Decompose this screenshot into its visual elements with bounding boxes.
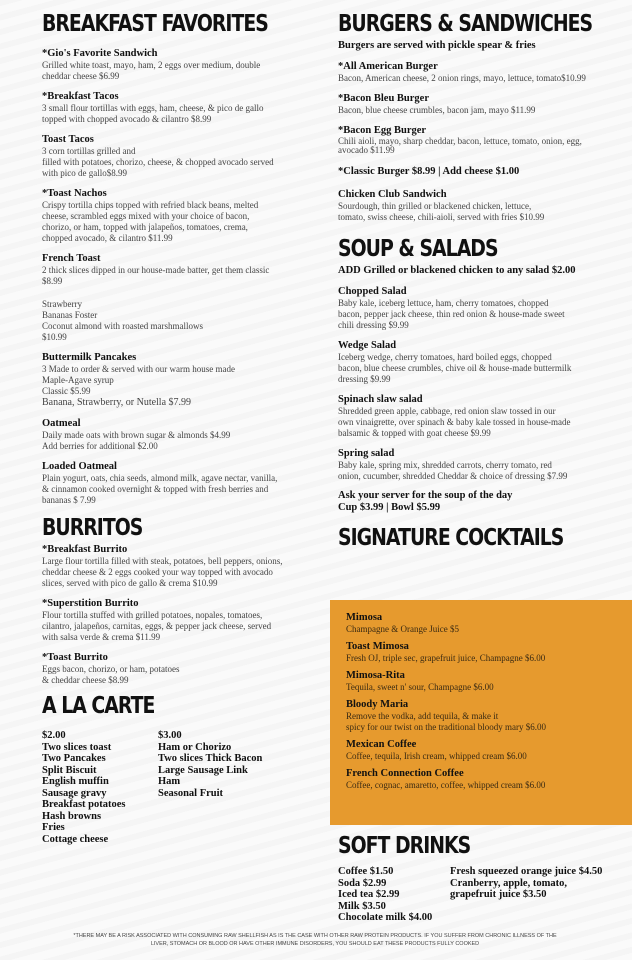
menu-item-pancakes: [42, 352, 312, 409]
list-item: Cottage cheese: [42, 833, 109, 845]
item-desc: tomato, swiss cheese, chili-aioli, served with fries $10.99: [338, 212, 545, 222]
list-item: Large Sausage Link: [158, 764, 248, 776]
list-item: Cranberry, apple, tomato,: [450, 877, 567, 889]
soup-day-line: Ask your server for the soup of the day: [338, 490, 513, 501]
item-desc: balsamic & topped with goat cheese $9.99: [338, 428, 491, 438]
item-desc: Tequila, sweet n' sour, Champagne $6.00: [346, 682, 494, 692]
item-name: Mimosa: [346, 612, 383, 623]
item-name: Oatmeal: [42, 418, 81, 429]
item-desc: Plain yogurt, oats, chia seeds, almond milk, agave nectar, vanilla,: [42, 473, 278, 483]
item-desc: Champagne & Orange Juice $5: [346, 624, 459, 634]
list-item: grapefruit juice $3.50: [450, 889, 547, 900]
menu-item-breakfast-burrito: [42, 544, 312, 589]
menu-item-spring-salad: [338, 448, 623, 482]
item-name: French Connection Coffee: [346, 768, 464, 779]
item-name: *Bacon Egg Burger: [338, 125, 427, 136]
soup-of-day: [338, 490, 623, 514]
burgers-title: BURGERS & SANDWICHES: [338, 11, 593, 37]
item-desc: bacon, pepper jack cheese, thin red onion & house-made sweet: [338, 309, 565, 319]
cocktails-list: [346, 606, 626, 791]
list-item: Ham or Chorizo: [158, 741, 232, 753]
item-desc: chili dressing $9.99: [338, 320, 409, 330]
breakfast-title: BREAKFAST FAVORITES: [42, 11, 268, 37]
list-item: Coffee $1.50: [338, 866, 394, 877]
item-name: *All American Burger: [338, 61, 438, 72]
item-desc: bacon, blue cheese crumbles, chive oil & house-made buttermilk: [338, 363, 572, 373]
cocktail-mimosa: [346, 612, 626, 635]
menu-item-french-toast: [42, 253, 312, 287]
item-desc: filled with potatoes, chorizo, cheese, & chopped avocado served: [42, 157, 274, 167]
item-desc: Shredded green apple, cabbage, red onion slaw tossed in our: [338, 406, 556, 416]
list-item: Split Biscuit: [42, 764, 97, 776]
item-name: *Gio's Favorite Sandwich: [42, 48, 158, 59]
soft-drinks-list: [338, 866, 623, 924]
item-desc: Fresh OJ, triple sec, grapefruit juice, Champagne $6.00: [346, 653, 546, 663]
soft-drinks-section: [338, 832, 623, 924]
item-desc: Sourdough, thin grilled or blackened chicken, lettuce,: [338, 201, 532, 211]
cocktails-title: SIGNATURE COCKTAILS: [338, 525, 564, 551]
item-desc: spicy for our twist on the traditional bloody mary $6.00: [346, 722, 546, 732]
item-desc: Coffee, tequila, Irish cream, whipped cream $6.00: [346, 751, 527, 761]
list-item: Two slices toast: [42, 741, 112, 753]
item-desc: dressing $9.99: [338, 374, 391, 384]
drinks-col-2: [450, 866, 602, 924]
item-name: Loaded Oatmeal: [42, 461, 117, 472]
item-desc: Bacon, blue cheese crumbles, bacon jam, mayo $11.99: [338, 105, 536, 115]
item-name: Toast Tacos: [42, 134, 94, 145]
list-item: English muffin: [42, 776, 109, 787]
menu-item-chicken-club: [338, 189, 623, 223]
burgers-subtitle: Burgers are served with pickle spear & fries: [338, 40, 536, 51]
menu-item-toast-nachos: [42, 188, 312, 244]
footnote: [60, 932, 570, 948]
alacarte-list: [42, 730, 312, 845]
menu-item-superstition-burrito: [42, 598, 312, 643]
item-desc: with pico de gallo$8.99: [42, 168, 127, 178]
list-item: Sausage gravy: [42, 787, 107, 799]
footnote-line: LIVER, STOMACH OR BLOOD OR HAVE OTHER IMMUNE DISORDERS, YOU SHOULD EAT THESE PRODUCTS FULLY COOKED: [150, 941, 480, 947]
item-name: Mexican Coffee: [346, 739, 417, 750]
item-desc: Maple-Agave syrup: [42, 375, 114, 385]
item-desc: avocado $11.99: [338, 145, 395, 155]
right-column: [338, 10, 623, 552]
item-desc: cheese, scrambled eggs mixed with your choice of bacon,: [42, 211, 250, 221]
item-desc: Large flour tortilla filled with steak, potatoes, bell peppers, onions,: [42, 556, 283, 566]
item-desc: cilantro, jalapeños, carnitas, eggs, & pepper jack cheese, served: [42, 621, 272, 631]
menu-item-loaded-oatmeal: [42, 461, 312, 506]
menu-item-oatmeal: [42, 418, 312, 452]
alacarte-title: A LA CARTE: [42, 693, 155, 719]
item-name: *Toast Nachos: [42, 188, 107, 199]
item-desc: Remove the vodka, add tequila, & make it: [346, 711, 499, 721]
item-desc: Grilled white toast, mayo, ham, 2 eggs over medium, double: [42, 60, 261, 70]
cocktail-toast-mimosa: [346, 641, 626, 664]
item-desc: Add berries for additional $2.00: [42, 441, 158, 451]
option-line: Bananas Foster: [42, 310, 98, 320]
menu-item-bacon-egg: [338, 125, 623, 155]
item-name: Chicken Club Sandwich: [338, 189, 447, 200]
menu-item-gio: [42, 48, 312, 82]
list-item: Fresh squeezed orange juice $4.50: [450, 866, 603, 877]
item-desc: cheddar cheese $6.99: [42, 71, 120, 81]
item-desc: onion, cucumber, shredded Cheddar & choice of dressing $7.99: [338, 471, 568, 481]
item-desc: 3 Made to order & served with our warm house made: [42, 364, 235, 374]
option-line: Strawberry: [42, 299, 82, 309]
list-item: Fries: [42, 822, 65, 833]
item-desc: bananas $ 7.99: [42, 495, 96, 505]
french-toast-options: [42, 299, 312, 343]
item-name: *Breakfast Burrito: [42, 544, 128, 555]
item-desc: with salsa verde & crema $11.99: [42, 632, 161, 642]
item-name: Spring salad: [338, 448, 395, 459]
menu-item-toast-burrito: [42, 652, 312, 686]
item-name: Wedge Salad: [338, 340, 397, 351]
item-name: *Superstition Burrito: [42, 598, 139, 609]
item-desc: 3 corn tortillas grilled and: [42, 146, 136, 156]
menu-item-wedge-salad: [338, 340, 623, 385]
item-desc: Iceberg wedge, cherry tomatoes, hard boiled eggs, chopped: [338, 352, 552, 362]
item-desc: Bacon, American cheese, 2 onion rings, mayo, lettuce, tomato$10.99: [338, 73, 586, 83]
item-desc: Crispy tortilla chips topped with refried black beans, melted: [42, 200, 259, 210]
footnote-line: *THERE MAY BE A RISK ASSOCIATED WITH CONSUMING RAW SHELLFISH AS IS THE CASE WITH OTHER RAW PROTEIN PRODUCTS. IF YOU SUFFER FROM CHRONIC ILLNESS OF THE: [73, 933, 557, 939]
soup-subtitle: ADD Grilled or blackened chicken to any salad $2.00: [338, 265, 576, 276]
item-desc: topped with chopped avocado & cilantro $8.99: [42, 114, 212, 124]
item-name: Chopped Salad: [338, 286, 407, 297]
menu-item-all-american: [338, 61, 623, 84]
item-desc: Flour tortilla stuffed with grilled potatoes, nopales, tomatoes,: [42, 610, 263, 620]
option-line: Coconut almond with roasted marshmallows: [42, 321, 203, 331]
list-item: Two Pancakes: [42, 753, 106, 764]
cocktail-french-connection: [346, 768, 626, 791]
classic-burger-line: *Classic Burger $8.99 | Add cheese $1.00: [338, 166, 520, 177]
item-desc: Coffee, cognac, amaretto, coffee, whipped cream $6.00: [346, 780, 546, 790]
item-name: French Toast: [42, 253, 101, 264]
alacarte-col-1: [42, 730, 158, 845]
item-name: *Breakfast Tacos: [42, 91, 119, 102]
cocktail-bloody-maria: [346, 699, 626, 733]
item-desc: cheddar cheese & 2 eggs cooked your way topped with avocado: [42, 567, 273, 577]
list-item: Ham: [158, 776, 181, 787]
alacarte-col-2: [158, 730, 308, 845]
item-name: *Toast Burrito: [42, 652, 108, 663]
item-desc: Baby kale, iceberg lettuce, ham, cherry tomatoes, chopped: [338, 298, 549, 308]
list-item: Chocolate milk $4.00: [338, 912, 433, 923]
item-desc: Banana, Strawberry, or Nutella $7.99: [42, 397, 192, 408]
item-desc: Chili aioli, mayo, sharp cheddar, bacon, lettuce, tomato, onion, egg,: [338, 136, 582, 146]
burritos-title: BURRITOS: [42, 515, 143, 541]
list-item: Seasonal Fruit: [158, 787, 224, 799]
item-name: Buttermilk Pancakes: [42, 352, 137, 363]
item-desc: & cheddar cheese $8.99: [42, 675, 129, 685]
cocktail-mexican-coffee: [346, 739, 626, 762]
list-item: $2.00: [42, 730, 66, 741]
menu-item-chopped-salad: [338, 286, 623, 331]
item-desc: 2 thick slices dipped in our house-made batter, get them classic: [42, 265, 270, 275]
item-name: Bloody Maria: [346, 699, 409, 710]
list-item: $3.00: [158, 730, 182, 741]
list-item: Milk $3.50: [338, 900, 386, 912]
item-desc: own vinaigrette, over spinach & baby kale tossed in house-made: [338, 417, 571, 427]
menu-item-spinach-slaw: [338, 394, 623, 439]
cocktail-mimosa-rita: [346, 670, 626, 693]
item-desc: Baby kale, spring mix, shredded carrots, cherry tomato, red: [338, 460, 552, 470]
item-desc: Classic $5.99: [42, 386, 91, 396]
item-desc: Daily made oats with brown sugar & almonds $4.99: [42, 430, 231, 440]
item-name: *Bacon Bleu Burger: [338, 93, 429, 104]
list-item: Breakfast potatoes: [42, 799, 126, 810]
soft-drinks-title: SOFT DRINKS: [338, 833, 471, 859]
menu-item-classic-burger: [338, 166, 623, 178]
soup-price-line: Cup $3.99 | Bowl $5.99: [338, 502, 441, 513]
menu-item-breakfast-tacos: [42, 91, 312, 125]
list-item: Iced tea $2.99: [338, 889, 400, 900]
list-item: Two slices Thick Bacon: [158, 753, 263, 764]
item-name: Spinach slaw salad: [338, 394, 423, 405]
cocktails-panel: [330, 600, 632, 825]
list-item: Hash browns: [42, 810, 102, 822]
item-desc: $8.99: [42, 276, 63, 286]
drinks-col-1: [338, 866, 450, 924]
item-name: Mimosa-Rita: [346, 670, 405, 681]
item-desc: & cinnamon cooked overnight & topped with fresh berries and: [42, 484, 269, 494]
menu-item-bacon-bleu: [338, 93, 623, 116]
left-column: [42, 10, 312, 845]
item-desc: slices, served with pico de gallo & crema $10.99: [42, 578, 218, 588]
option-line: $10.99: [42, 332, 67, 342]
item-desc: 3 small flour tortillas with eggs, ham, cheese, & pico de gallo: [42, 103, 264, 113]
menu-item-toast-tacos: [42, 134, 312, 179]
soup-title: SOUP & SALADS: [338, 236, 498, 262]
item-name: Toast Mimosa: [346, 641, 409, 652]
item-desc: Eggs bacon, chorizo, or ham, potatoes: [42, 664, 180, 674]
item-desc: chorizo, or ham, topped with jalapeños, tomatoes, crema,: [42, 222, 248, 232]
list-item: Soda $2.99: [338, 877, 387, 889]
item-desc: chopped avocado, & cilantro $11.99: [42, 233, 173, 243]
